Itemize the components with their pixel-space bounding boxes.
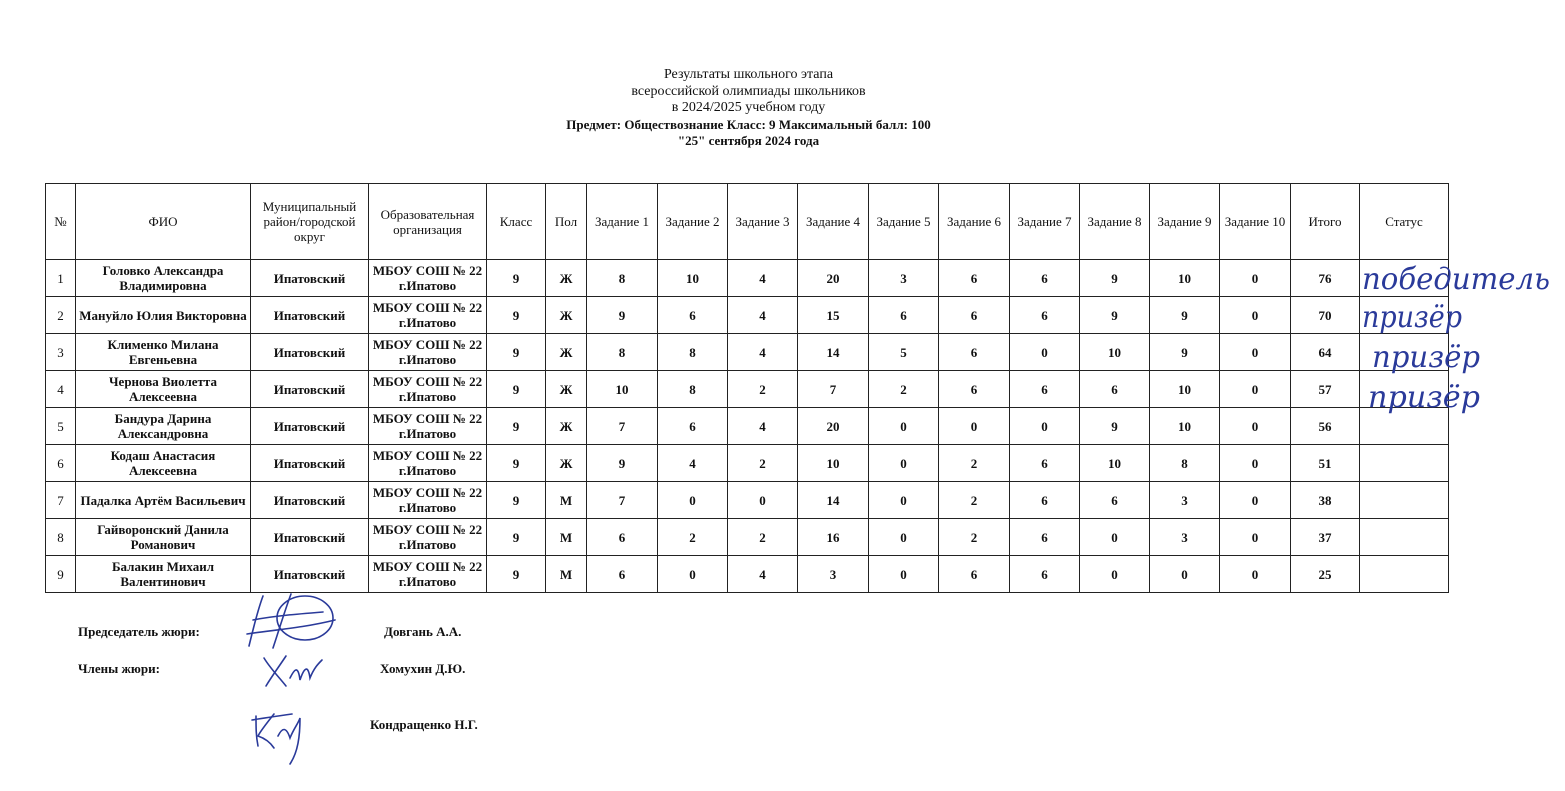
table-cell: 2 [939, 445, 1010, 482]
table-cell: 8 [587, 260, 658, 297]
table-cell: 9 [1080, 408, 1150, 445]
participant-name-cell: Кодаш Анастасия Алексеевна [76, 445, 251, 482]
table-cell: 8 [46, 519, 76, 556]
table-cell: 4 [728, 260, 798, 297]
table-cell: 10 [1150, 408, 1220, 445]
participant-name-cell: Бандура Дарина Александровна [76, 408, 251, 445]
table-cell: 6 [1080, 482, 1150, 519]
table-cell: 15 [798, 297, 869, 334]
table-cell: 0 [1220, 408, 1291, 445]
table-cell: 0 [869, 556, 939, 593]
table-cell: Ипатовский [251, 371, 369, 408]
table-cell: 6 [46, 445, 76, 482]
date-line: "25" сентября 2024 года [677, 133, 820, 148]
column-header: Итого [1291, 184, 1360, 260]
table-cell: 9 [487, 408, 546, 445]
table-cell: 0 [728, 482, 798, 519]
table-cell: 9 [46, 556, 76, 593]
table-row [46, 556, 1449, 593]
table-cell: 9 [487, 482, 546, 519]
column-header: Задание 8 [1080, 184, 1150, 260]
status-note-2: призёр [1362, 300, 1462, 335]
table-cell: 9 [487, 445, 546, 482]
table-cell: 10 [658, 260, 728, 297]
table-cell: 16 [798, 519, 869, 556]
table-cell: 4 [46, 371, 76, 408]
table-cell: 2 [869, 371, 939, 408]
subject-line: Предмет: Обществознание Класс: 9 Максимальный балл: 100 [566, 116, 931, 132]
table-cell: 8 [1150, 445, 1220, 482]
table-cell: М [546, 519, 587, 556]
table-cell: 9 [487, 519, 546, 556]
table-cell: 2 [46, 297, 76, 334]
table-cell: 6 [587, 519, 658, 556]
table-cell: Ж [546, 297, 587, 334]
table-cell: 2 [728, 371, 798, 408]
table-cell: 10 [1080, 334, 1150, 371]
table-cell: Ж [546, 260, 587, 297]
table-cell: Ипатовский [251, 408, 369, 445]
table-cell: 4 [728, 408, 798, 445]
table-cell: 9 [487, 297, 546, 334]
table-cell: 4 [728, 297, 798, 334]
table-cell: 0 [869, 408, 939, 445]
table-cell: 9 [587, 297, 658, 334]
table-cell: 6 [658, 297, 728, 334]
participant-name-cell: Клименко Милана Евгеньевна [76, 334, 251, 371]
header-line-2: всероссийской олимпиады школьников [631, 83, 866, 99]
table-cell: МБОУ СОШ № 22 г.Ипатово [369, 445, 487, 482]
header-row [46, 184, 1449, 260]
table-cell: 10 [1080, 445, 1150, 482]
status-note-3: призёр [1372, 340, 1480, 375]
table-cell: 9 [487, 556, 546, 593]
table-row [46, 297, 1449, 334]
table-cell: 0 [1080, 519, 1150, 556]
table-cell: 2 [939, 482, 1010, 519]
table-cell: МБОУ СОШ № 22 г.Ипатово [369, 371, 487, 408]
table-cell: 6 [658, 408, 728, 445]
table-cell: 0 [1080, 556, 1150, 593]
table-cell: 6 [1010, 556, 1080, 593]
column-header: Задание 3 [728, 184, 798, 260]
table-cell: 2 [658, 519, 728, 556]
table-cell: Ж [546, 334, 587, 371]
table-cell: 9 [487, 260, 546, 297]
table-cell: 0 [1220, 371, 1291, 408]
column-header: Статус [1360, 184, 1449, 260]
table-cell: Ж [546, 445, 587, 482]
member2-signature [250, 706, 320, 770]
chair-name: Довгань А.А. [384, 624, 462, 639]
status-cell [1360, 445, 1449, 482]
table-cell: 9 [1080, 297, 1150, 334]
table-body [46, 260, 1449, 593]
table-cell: 0 [869, 482, 939, 519]
column-header: Задание 9 [1150, 184, 1220, 260]
participant-name-cell: Балакин Михаил Валентинович [76, 556, 251, 593]
table-cell: 6 [1010, 519, 1080, 556]
table-cell: 6 [939, 260, 1010, 297]
column-header: Муниципальный район/городской округ [251, 184, 369, 260]
table-cell: 2 [728, 519, 798, 556]
table-cell: 1 [46, 260, 76, 297]
table-cell: 9 [587, 445, 658, 482]
table-row [46, 371, 1449, 408]
members-label: Члены жюри: [78, 661, 160, 676]
table-cell: МБОУ СОШ № 22 г.Ипатово [369, 556, 487, 593]
header-line-1: Результаты школьного этапа [663, 67, 834, 82]
table-cell: 10 [1150, 371, 1220, 408]
table-cell: 51 [1291, 445, 1360, 482]
table-cell: 0 [1220, 445, 1291, 482]
handwritten-status-annotations [1350, 255, 1565, 425]
table-cell: 64 [1291, 334, 1360, 371]
table-cell: МБОУ СОШ № 22 г.Ипатово [369, 260, 487, 297]
table-row [46, 482, 1449, 519]
table-cell: М [546, 556, 587, 593]
table-cell: Ипатовский [251, 556, 369, 593]
column-header: Образовательная организация [369, 184, 487, 260]
table-cell: 0 [1220, 556, 1291, 593]
table-cell: 0 [1150, 556, 1220, 593]
table-cell: 9 [1080, 260, 1150, 297]
status-cell [1360, 556, 1449, 593]
table-cell: 9 [487, 371, 546, 408]
table-row [46, 408, 1449, 445]
table-cell: МБОУ СОШ № 22 г.Ипатово [369, 334, 487, 371]
status-note-1: победитель [1362, 262, 1550, 297]
table-cell: 0 [1220, 334, 1291, 371]
table-cell: 10 [798, 445, 869, 482]
table-cell: 6 [869, 297, 939, 334]
status-note-4: призёр [1368, 380, 1480, 415]
status-cell [1360, 482, 1449, 519]
table-cell: 2 [728, 445, 798, 482]
column-header: Задание 1 [587, 184, 658, 260]
table-cell: 8 [658, 371, 728, 408]
participant-name-cell: Гайворонский Данила Романович [76, 519, 251, 556]
table-cell: 76 [1291, 260, 1360, 297]
table-cell: 7 [587, 482, 658, 519]
table-cell: 4 [658, 445, 728, 482]
table-cell: Ипатовский [251, 334, 369, 371]
table-cell: 6 [587, 556, 658, 593]
table-cell: М [546, 482, 587, 519]
table-header [46, 184, 1449, 260]
column-header: Задание 5 [869, 184, 939, 260]
table-cell: 6 [1080, 371, 1150, 408]
table-cell: 6 [1010, 297, 1080, 334]
table-cell: 0 [1010, 334, 1080, 371]
table-cell: 7 [46, 482, 76, 519]
chair-label: Председатель жюри: [78, 624, 200, 639]
table-cell: 9 [487, 334, 546, 371]
table-cell: 0 [869, 519, 939, 556]
member1-name: Хомухин Д.Ю. [380, 661, 466, 676]
table-cell: Ж [546, 371, 587, 408]
table-cell: 0 [658, 556, 728, 593]
table-cell: 0 [1220, 297, 1291, 334]
column-header: Задание 6 [939, 184, 1010, 260]
column-header: Пол [546, 184, 587, 260]
table-cell: 10 [587, 371, 658, 408]
table-cell: 6 [939, 371, 1010, 408]
table-cell: МБОУ СОШ № 22 г.Ипатово [369, 519, 487, 556]
member2-name: Кондращенко Н.Г. [370, 717, 478, 732]
table-cell: 7 [798, 371, 869, 408]
table-cell: 6 [939, 334, 1010, 371]
table-cell: 5 [46, 408, 76, 445]
table-cell: 3 [46, 334, 76, 371]
table-cell: 7 [587, 408, 658, 445]
column-header: Задание 2 [658, 184, 728, 260]
table-cell: 9 [1150, 334, 1220, 371]
table-cell: 8 [658, 334, 728, 371]
table-cell: 4 [728, 334, 798, 371]
table-cell: 0 [869, 445, 939, 482]
table-cell: Ж [546, 408, 587, 445]
table-cell: 70 [1291, 297, 1360, 334]
header-line-3: в 2024/2025 учебном году [671, 100, 826, 115]
chair-signature [243, 590, 343, 652]
table-cell: МБОУ СОШ № 22 г.Ипатово [369, 297, 487, 334]
table-cell: МБОУ СОШ № 22 г.Ипатово [369, 408, 487, 445]
member1-signature [260, 650, 330, 690]
table-cell: 0 [1220, 482, 1291, 519]
document-header [0, 67, 1497, 150]
table-row [46, 519, 1449, 556]
table-cell: 0 [1010, 408, 1080, 445]
participant-name-cell: Падалка Артём Васильевич [76, 482, 251, 519]
table-cell: 56 [1291, 408, 1360, 445]
table-cell: Ипатовский [251, 297, 369, 334]
column-header: Задание 10 [1220, 184, 1291, 260]
column-header: № [46, 184, 76, 260]
table-cell: 14 [798, 334, 869, 371]
table-cell: 25 [1291, 556, 1360, 593]
table-cell: 6 [1010, 260, 1080, 297]
table-cell: 14 [798, 482, 869, 519]
participant-name-cell: Чернова Виолетта Алексеевна [76, 371, 251, 408]
table-row [46, 260, 1449, 297]
column-header: Класс [487, 184, 546, 260]
table-cell: 6 [939, 556, 1010, 593]
table-cell: 8 [587, 334, 658, 371]
table-cell: 9 [1150, 297, 1220, 334]
column-header: Задание 7 [1010, 184, 1080, 260]
signatures-block [0, 600, 1565, 791]
table-cell: 3 [869, 260, 939, 297]
table-cell: 38 [1291, 482, 1360, 519]
table-cell: 20 [798, 408, 869, 445]
table-cell: 6 [1010, 482, 1080, 519]
table-cell: 4 [728, 556, 798, 593]
table-cell: 6 [939, 297, 1010, 334]
participant-name-cell: Головко Александра Владимировна [76, 260, 251, 297]
table-cell: Ипатовский [251, 445, 369, 482]
table-cell: 20 [798, 260, 869, 297]
table-cell: 3 [1150, 482, 1220, 519]
table-cell: 6 [1010, 445, 1080, 482]
table-cell: 10 [1150, 260, 1220, 297]
status-cell [1360, 519, 1449, 556]
table-cell: Ипатовский [251, 519, 369, 556]
table-cell: 0 [658, 482, 728, 519]
table-cell: 37 [1291, 519, 1360, 556]
table-cell: Ипатовский [251, 260, 369, 297]
table-cell: 3 [1150, 519, 1220, 556]
table-cell: 0 [939, 408, 1010, 445]
participant-name-cell: Мануйло Юлия Викторовна [76, 297, 251, 334]
table-cell: Ипатовский [251, 482, 369, 519]
table-row [46, 334, 1449, 371]
table-cell: 2 [939, 519, 1010, 556]
table-cell: МБОУ СОШ № 22 г.Ипатово [369, 482, 487, 519]
table-cell: 3 [798, 556, 869, 593]
table-cell: 0 [1220, 260, 1291, 297]
column-header: ФИО [76, 184, 251, 260]
table-cell: 57 [1291, 371, 1360, 408]
table-cell: 5 [869, 334, 939, 371]
column-header: Задание 4 [798, 184, 869, 260]
results-table [45, 183, 1449, 593]
table-row [46, 445, 1449, 482]
table-cell: 0 [1220, 519, 1291, 556]
table-cell: 6 [1010, 371, 1080, 408]
